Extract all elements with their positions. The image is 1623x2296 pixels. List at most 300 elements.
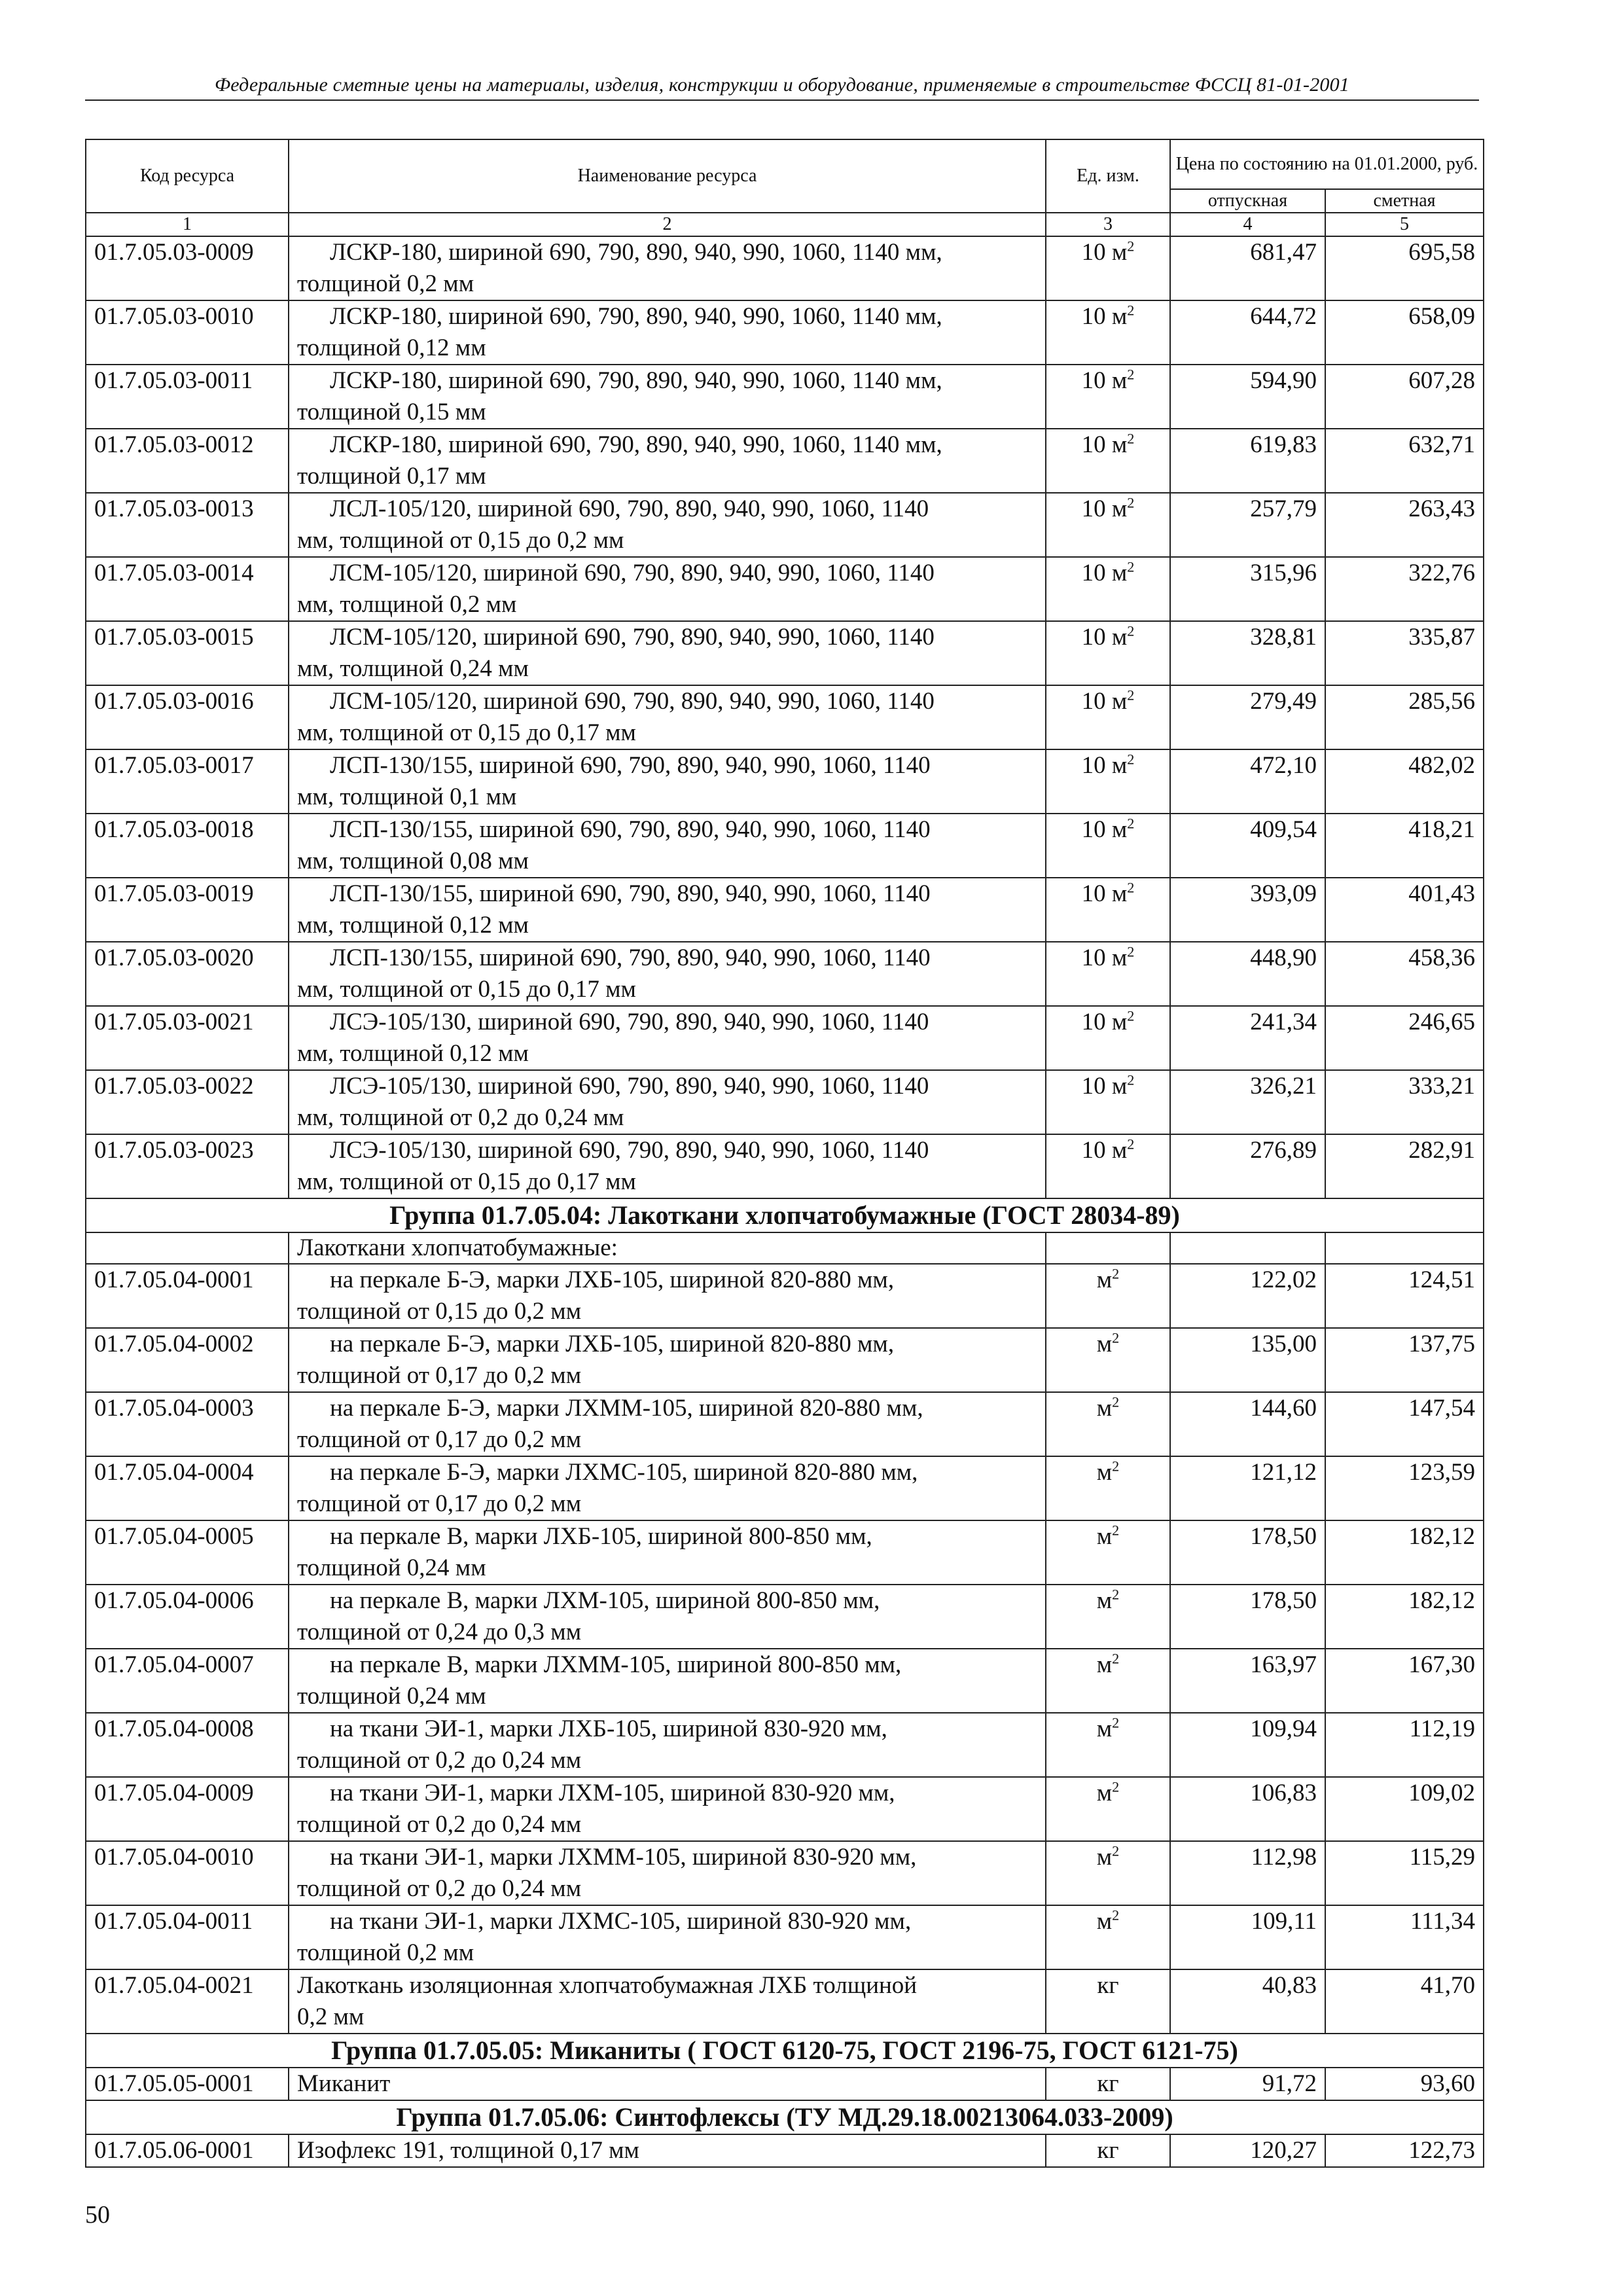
group-header-row bbox=[86, 2034, 1484, 2068]
resource-name-line: на перкале В, марки ЛХБ-105, шириной 800-850 мм, bbox=[330, 1523, 872, 1550]
resource-name bbox=[289, 2134, 1046, 2167]
resource-name bbox=[289, 1905, 1046, 1969]
unit-text: 10 м bbox=[1081, 431, 1128, 458]
resource-code: 01.7.05.04-0021 bbox=[86, 1969, 289, 2034]
resource-name bbox=[289, 1713, 1046, 1777]
unit-cell bbox=[1046, 1841, 1170, 1905]
resource-name-line: мм, толщиной от 0,15 до 0,2 мм bbox=[297, 527, 624, 554]
unit-exponent: 2 bbox=[1127, 302, 1135, 319]
unit-exponent: 2 bbox=[1112, 1265, 1120, 1282]
unit-cell bbox=[1046, 685, 1170, 749]
estimate-price: 282,91 bbox=[1325, 1134, 1484, 1198]
release-price: 40,83 bbox=[1170, 1969, 1325, 2034]
resource-name bbox=[289, 493, 1046, 557]
resource-name-line: мм, толщиной 0,12 мм bbox=[297, 912, 529, 939]
resource-name-line: ЛСЭ-105/130, шириной 690, 790, 890, 940, 990, 1060, 1140 bbox=[330, 1137, 929, 1164]
resource-name bbox=[289, 1456, 1046, 1520]
resource-code: 01.7.05.03-0015 bbox=[86, 621, 289, 685]
unit-text: 10 м bbox=[1081, 560, 1128, 586]
table-row bbox=[86, 1520, 1484, 1585]
resource-name-line: на ткани ЭИ-1, марки ЛХМС-105, шириной 830-920 мм, bbox=[330, 1908, 912, 1935]
unit-text: 10 м bbox=[1081, 688, 1128, 715]
resource-name-line: на ткани ЭИ-1, марки ЛХМ-105, шириной 830-920 мм, bbox=[330, 1780, 895, 1806]
resource-name bbox=[289, 300, 1046, 365]
unit-cell bbox=[1046, 878, 1170, 942]
release-price: 91,72 bbox=[1170, 2068, 1325, 2100]
resource-name bbox=[289, 1006, 1046, 1070]
resource-name bbox=[289, 1841, 1046, 1905]
release-price: 121,12 bbox=[1170, 1456, 1325, 1520]
subheader-text: Лакоткани хлопчатобумажные: bbox=[289, 1232, 1046, 1264]
subheader-row bbox=[86, 1232, 1484, 1264]
table-row bbox=[86, 1134, 1484, 1198]
resource-name-line: на перкале Б-Э, марки ЛХБ-105, шириной 820-880 мм, bbox=[330, 1331, 895, 1357]
table-row bbox=[86, 365, 1484, 429]
table-row bbox=[86, 493, 1484, 557]
resource-name-line: ЛСП-130/155, шириной 690, 790, 890, 940, 990, 1060, 1140 bbox=[330, 944, 931, 971]
resource-name-line: толщиной от 0,2 до 0,24 мм bbox=[297, 1747, 582, 1774]
resource-name-line: на ткани ЭИ-1, марки ЛХБ-105, шириной 830-920 мм, bbox=[330, 1715, 887, 1742]
unit-exponent: 2 bbox=[1127, 879, 1135, 896]
release-price: 328,81 bbox=[1170, 621, 1325, 685]
release-price: 109,94 bbox=[1170, 1713, 1325, 1777]
estimate-price: 115,29 bbox=[1325, 1841, 1484, 1905]
resource-name bbox=[289, 1777, 1046, 1841]
col-number: 5 bbox=[1325, 213, 1484, 236]
estimate-price: 124,51 bbox=[1325, 1264, 1484, 1328]
resource-code: 01.7.05.04-0001 bbox=[86, 1264, 289, 1328]
unit-exponent: 2 bbox=[1112, 1586, 1120, 1603]
resource-name bbox=[289, 1264, 1046, 1328]
group-title: Группа 01.7.05.06: Синтофлексы (ТУ МД.29.18.00213064.033-2009) bbox=[86, 2100, 1484, 2134]
unit-exponent: 2 bbox=[1127, 1071, 1135, 1088]
page-number: 50 bbox=[85, 2201, 110, 2229]
resource-name-line: ЛСКР-180, шириной 690, 790, 890, 940, 990, 1060, 1140 мм, bbox=[330, 239, 942, 266]
resource-name-line: толщиной от 0,24 до 0,3 мм bbox=[297, 1619, 582, 1645]
unit-exponent: 2 bbox=[1127, 558, 1135, 575]
table-row bbox=[86, 685, 1484, 749]
table-row bbox=[86, 1969, 1484, 2034]
unit-cell bbox=[1046, 942, 1170, 1006]
col-number: 1 bbox=[86, 213, 289, 236]
release-price: 163,97 bbox=[1170, 1649, 1325, 1713]
unit-cell bbox=[1046, 1456, 1170, 1520]
estimate-price: 41,70 bbox=[1325, 1969, 1484, 2034]
resource-name-line: ЛСЭ-105/130, шириной 690, 790, 890, 940, 990, 1060, 1140 bbox=[330, 1009, 929, 1035]
resource-name bbox=[289, 1392, 1046, 1456]
release-price: 120,27 bbox=[1170, 2134, 1325, 2167]
release-price: 326,21 bbox=[1170, 1070, 1325, 1134]
unit-exponent: 2 bbox=[1112, 1522, 1120, 1539]
col-number: 4 bbox=[1170, 213, 1325, 236]
table-row bbox=[86, 1456, 1484, 1520]
release-price: 135,00 bbox=[1170, 1328, 1325, 1392]
unit-exponent: 2 bbox=[1127, 687, 1135, 704]
unit-cell bbox=[1046, 1905, 1170, 1969]
unit-exponent: 2 bbox=[1112, 1458, 1120, 1475]
release-price: 257,79 bbox=[1170, 493, 1325, 557]
unit-text: м bbox=[1096, 1587, 1113, 1614]
table-row bbox=[86, 749, 1484, 814]
unit-text: 10 м bbox=[1081, 239, 1128, 266]
unit-cell bbox=[1046, 236, 1170, 300]
table-row bbox=[86, 236, 1484, 300]
resource-name bbox=[289, 942, 1046, 1006]
resource-name bbox=[289, 814, 1046, 878]
resource-code: 01.7.05.04-0003 bbox=[86, 1392, 289, 1456]
resource-name bbox=[289, 365, 1046, 429]
resource-name-line: ЛСКР-180, шириной 690, 790, 890, 940, 990, 1060, 1140 мм, bbox=[330, 367, 942, 394]
unit-cell bbox=[1046, 557, 1170, 621]
estimate-price: 695,58 bbox=[1325, 236, 1484, 300]
resource-code: 01.7.05.03-0011 bbox=[86, 365, 289, 429]
unit-cell bbox=[1046, 1392, 1170, 1456]
resource-name bbox=[289, 557, 1046, 621]
resource-name bbox=[289, 1585, 1046, 1649]
unit-text: кг bbox=[1097, 2070, 1119, 2097]
unit-cell bbox=[1046, 429, 1170, 493]
resource-name-line: толщиной от 0,17 до 0,2 мм bbox=[297, 1362, 582, 1389]
resource-name-line: ЛСЭ-105/130, шириной 690, 790, 890, 940, 990, 1060, 1140 bbox=[330, 1073, 929, 1100]
table-row bbox=[86, 1649, 1484, 1713]
resource-name-line: ЛСКР-180, шириной 690, 790, 890, 940, 990, 1060, 1140 мм, bbox=[330, 303, 942, 330]
release-price: 109,11 bbox=[1170, 1905, 1325, 1969]
unit-text: м bbox=[1096, 1908, 1113, 1935]
estimate-price: 111,34 bbox=[1325, 1905, 1484, 1969]
estimate-price: 322,76 bbox=[1325, 557, 1484, 621]
table-row bbox=[86, 1585, 1484, 1649]
resource-name bbox=[289, 621, 1046, 685]
release-price: 276,89 bbox=[1170, 1134, 1325, 1198]
release-price: 619,83 bbox=[1170, 429, 1325, 493]
estimate-price: 182,12 bbox=[1325, 1585, 1484, 1649]
resource-name-line: на перкале Б-Э, марки ЛХМС-105, шириной 820-880 мм, bbox=[330, 1459, 918, 1486]
unit-text: 10 м bbox=[1081, 816, 1128, 843]
unit-text: 10 м bbox=[1081, 495, 1128, 522]
table-row bbox=[86, 878, 1484, 942]
resource-code: 01.7.05.03-0022 bbox=[86, 1070, 289, 1134]
resource-name-line: Изофлекс 191, толщиной 0,17 мм bbox=[297, 2137, 639, 2164]
resource-code: 01.7.05.03-0021 bbox=[86, 1006, 289, 1070]
table-row bbox=[86, 429, 1484, 493]
resource-name-line: толщиной 0,15 мм bbox=[297, 399, 486, 425]
release-price: 472,10 bbox=[1170, 749, 1325, 814]
unit-cell bbox=[1046, 1134, 1170, 1198]
table-row bbox=[86, 1777, 1484, 1841]
unit-exponent: 2 bbox=[1127, 1007, 1135, 1024]
estimate-price: 137,75 bbox=[1325, 1328, 1484, 1392]
resource-code: 01.7.05.03-0014 bbox=[86, 557, 289, 621]
resource-name-line: ЛСМ-105/120, шириной 690, 790, 890, 940, 990, 1060, 1140 bbox=[330, 688, 935, 715]
resource-name-line: ЛСМ-105/120, шириной 690, 790, 890, 940, 990, 1060, 1140 bbox=[330, 560, 935, 586]
resource-name bbox=[289, 878, 1046, 942]
group-header-row bbox=[86, 1198, 1484, 1232]
estimate-price: 123,59 bbox=[1325, 1456, 1484, 1520]
unit-exponent: 2 bbox=[1127, 238, 1135, 255]
table-row bbox=[86, 814, 1484, 878]
unit-exponent: 2 bbox=[1127, 430, 1135, 447]
estimate-price-cell bbox=[1325, 1232, 1484, 1264]
unit-exponent: 2 bbox=[1112, 1714, 1120, 1731]
unit-cell bbox=[1046, 300, 1170, 365]
group-header-row bbox=[86, 2100, 1484, 2134]
estimate-price: 285,56 bbox=[1325, 685, 1484, 749]
unit-cell bbox=[1046, 2068, 1170, 2100]
estimate-price: 418,21 bbox=[1325, 814, 1484, 878]
estimate-price: 122,73 bbox=[1325, 2134, 1484, 2167]
resource-name-line: на ткани ЭИ-1, марки ЛХММ-105, шириной 830-920 мм, bbox=[330, 1844, 917, 1871]
estimate-price: 109,02 bbox=[1325, 1777, 1484, 1841]
unit-text: м bbox=[1096, 1780, 1113, 1806]
resource-name-line: 0,2 мм bbox=[297, 2003, 365, 2030]
release-price: 178,50 bbox=[1170, 1520, 1325, 1585]
unit-cell bbox=[1046, 2134, 1170, 2167]
table-row bbox=[86, 621, 1484, 685]
estimate-price: 246,65 bbox=[1325, 1006, 1484, 1070]
unit-text: кг bbox=[1097, 1972, 1119, 1999]
resource-name-line: ЛСЛ-105/120, шириной 690, 790, 890, 940, 990, 1060, 1140 bbox=[330, 495, 929, 522]
resource-name-line: ЛСП-130/155, шириной 690, 790, 890, 940, 990, 1060, 1140 bbox=[330, 880, 931, 907]
estimate-price: 263,43 bbox=[1325, 493, 1484, 557]
unit-text: кг bbox=[1097, 2137, 1119, 2164]
estimate-price: 147,54 bbox=[1325, 1392, 1484, 1456]
resource-name bbox=[289, 685, 1046, 749]
resource-name-line: толщиной от 0,17 до 0,2 мм bbox=[297, 1490, 582, 1517]
resource-name-line: ЛСМ-105/120, шириной 690, 790, 890, 940, 990, 1060, 1140 bbox=[330, 624, 935, 651]
resource-name-line: толщиной от 0,2 до 0,24 мм bbox=[297, 1875, 582, 1902]
table-row bbox=[86, 1070, 1484, 1134]
resource-name bbox=[289, 2068, 1046, 2100]
unit-cell bbox=[1046, 1649, 1170, 1713]
estimate-price: 632,71 bbox=[1325, 429, 1484, 493]
estimate-price: 458,36 bbox=[1325, 942, 1484, 1006]
release-price: 241,34 bbox=[1170, 1006, 1325, 1070]
resource-code: 01.7.05.04-0010 bbox=[86, 1841, 289, 1905]
resource-name-line: на перкале В, марки ЛХМ-105, шириной 800-850 мм, bbox=[330, 1587, 880, 1614]
resource-code: 01.7.05.04-0004 bbox=[86, 1456, 289, 1520]
unit-text: 10 м bbox=[1081, 1009, 1128, 1035]
resource-code: 01.7.05.04-0002 bbox=[86, 1328, 289, 1392]
unit-text: 10 м bbox=[1081, 752, 1128, 779]
estimate-price: 333,21 bbox=[1325, 1070, 1484, 1134]
resource-name bbox=[289, 1328, 1046, 1392]
table-row bbox=[86, 1264, 1484, 1328]
unit-text: 10 м bbox=[1081, 303, 1128, 330]
code-cell bbox=[86, 1232, 289, 1264]
unit-text: м bbox=[1096, 1523, 1113, 1550]
unit-cell bbox=[1046, 1713, 1170, 1777]
estimate-price: 93,60 bbox=[1325, 2068, 1484, 2100]
estimate-price: 658,09 bbox=[1325, 300, 1484, 365]
resource-code: 01.7.05.04-0006 bbox=[86, 1585, 289, 1649]
resource-code: 01.7.05.06-0001 bbox=[86, 2134, 289, 2167]
resource-code: 01.7.05.03-0016 bbox=[86, 685, 289, 749]
unit-cell bbox=[1046, 621, 1170, 685]
resource-name-line: на перкале Б-Э, марки ЛХБ-105, шириной 820-880 мм, bbox=[330, 1266, 895, 1293]
col-release-price-header: отпускная bbox=[1170, 189, 1325, 213]
resource-name-line: на перкале В, марки ЛХММ-105, шириной 800-850 мм, bbox=[330, 1651, 902, 1678]
unit-cell bbox=[1046, 814, 1170, 878]
resource-code: 01.7.05.03-0012 bbox=[86, 429, 289, 493]
resource-name bbox=[289, 1070, 1046, 1134]
resource-code: 01.7.05.03-0018 bbox=[86, 814, 289, 878]
table-row bbox=[86, 1006, 1484, 1070]
resource-name bbox=[289, 429, 1046, 493]
unit-text: 10 м bbox=[1081, 1073, 1128, 1100]
table-row bbox=[86, 1392, 1484, 1456]
resource-name-line: толщиной 0,17 мм bbox=[297, 463, 486, 490]
resource-name-line: мм, толщиной 0,08 мм bbox=[297, 848, 529, 874]
release-price: 144,60 bbox=[1170, 1392, 1325, 1456]
price-table bbox=[85, 139, 1484, 2168]
release-price: 112,98 bbox=[1170, 1841, 1325, 1905]
resource-name-line: на перкале Б-Э, марки ЛХММ-105, шириной 820-880 мм, bbox=[330, 1395, 923, 1422]
resource-name-line: мм, толщиной от 0,15 до 0,17 мм bbox=[297, 719, 636, 746]
resource-name-line: мм, толщиной от 0,2 до 0,24 мм bbox=[297, 1104, 624, 1131]
table-row bbox=[86, 1328, 1484, 1392]
unit-exponent: 2 bbox=[1127, 1136, 1135, 1153]
release-price: 409,54 bbox=[1170, 814, 1325, 878]
resource-name bbox=[289, 1649, 1046, 1713]
unit-cell bbox=[1046, 749, 1170, 814]
unit-text: м bbox=[1096, 1715, 1113, 1742]
resource-name bbox=[289, 236, 1046, 300]
unit-cell bbox=[1046, 365, 1170, 429]
resource-name-line: толщиной 0,2 мм bbox=[297, 270, 474, 297]
resource-code: 01.7.05.04-0009 bbox=[86, 1777, 289, 1841]
release-price-cell bbox=[1170, 1232, 1325, 1264]
unit-text: 10 м bbox=[1081, 880, 1128, 907]
release-price: 279,49 bbox=[1170, 685, 1325, 749]
unit-text: м bbox=[1096, 1651, 1113, 1678]
resource-code: 01.7.05.03-0019 bbox=[86, 878, 289, 942]
unit-exponent: 2 bbox=[1127, 494, 1135, 511]
resource-code: 01.7.05.03-0017 bbox=[86, 749, 289, 814]
resource-code: 01.7.05.03-0009 bbox=[86, 236, 289, 300]
resource-name-line: мм, толщиной от 0,15 до 0,17 мм bbox=[297, 976, 636, 1003]
estimate-price: 482,02 bbox=[1325, 749, 1484, 814]
unit-exponent: 2 bbox=[1112, 1329, 1120, 1346]
resource-name-line: толщиной 0,24 мм bbox=[297, 1683, 486, 1710]
estimate-price: 335,87 bbox=[1325, 621, 1484, 685]
resource-name-line: толщиной от 0,17 до 0,2 мм bbox=[297, 1426, 582, 1453]
resource-code: 01.7.05.04-0008 bbox=[86, 1713, 289, 1777]
resource-name-line: мм, толщиной 0,2 мм bbox=[297, 591, 517, 618]
unit-text: м bbox=[1096, 1459, 1113, 1486]
resource-name-line: ЛСКР-180, шириной 690, 790, 890, 940, 990, 1060, 1140 мм, bbox=[330, 431, 942, 458]
resource-name bbox=[289, 749, 1046, 814]
resource-code: 01.7.05.03-0020 bbox=[86, 942, 289, 1006]
resource-name-line: ЛСП-130/155, шириной 690, 790, 890, 940, 990, 1060, 1140 bbox=[330, 816, 931, 843]
unit-exponent: 2 bbox=[1112, 1650, 1120, 1667]
col-number: 3 bbox=[1046, 213, 1170, 236]
unit-exponent: 2 bbox=[1127, 366, 1135, 383]
table-row bbox=[86, 557, 1484, 621]
resource-name-line: толщиной 0,24 мм bbox=[297, 1554, 486, 1581]
unit-cell bbox=[1046, 1006, 1170, 1070]
running-header: Федеральные сметные цены на материалы, изделия, конструкции и оборудование, применяемые в строительстве ФССЦ 81-01-2001 bbox=[85, 71, 1479, 101]
release-price: 681,47 bbox=[1170, 236, 1325, 300]
resource-name-line: Лакоткань изоляционная хлопчатобумажная ЛХБ толщиной bbox=[297, 1972, 918, 1999]
col-price-group-header: Цена по состоянию на 01.01.2000, руб. bbox=[1170, 139, 1484, 189]
estimate-price: 167,30 bbox=[1325, 1649, 1484, 1713]
unit-exponent: 2 bbox=[1112, 1842, 1120, 1859]
release-price: 178,50 bbox=[1170, 1585, 1325, 1649]
unit-exponent: 2 bbox=[1112, 1393, 1120, 1410]
estimate-price: 182,12 bbox=[1325, 1520, 1484, 1585]
unit-exponent: 2 bbox=[1127, 751, 1135, 768]
resource-name-line: толщиной 0,12 мм bbox=[297, 334, 486, 361]
release-price: 594,90 bbox=[1170, 365, 1325, 429]
resource-name bbox=[289, 1969, 1046, 2034]
release-price: 393,09 bbox=[1170, 878, 1325, 942]
unit-exponent: 2 bbox=[1127, 622, 1135, 639]
unit-text: 10 м bbox=[1081, 1137, 1128, 1164]
table-body bbox=[86, 236, 1484, 2167]
unit-cell bbox=[1046, 1232, 1170, 1264]
estimate-price: 112,19 bbox=[1325, 1713, 1484, 1777]
resource-name bbox=[289, 1520, 1046, 1585]
unit-text: м bbox=[1096, 1395, 1113, 1422]
group-title: Группа 01.7.05.04: Лакоткани хлопчатобумажные (ГОСТ 28034-89) bbox=[86, 1198, 1484, 1232]
unit-exponent: 2 bbox=[1127, 815, 1135, 832]
col-number: 2 bbox=[289, 213, 1046, 236]
unit-text: 10 м bbox=[1081, 944, 1128, 971]
resource-name-line: мм, толщиной 0,24 мм bbox=[297, 655, 529, 682]
unit-text: 10 м bbox=[1081, 624, 1128, 651]
unit-cell bbox=[1046, 1264, 1170, 1328]
unit-cell bbox=[1046, 1520, 1170, 1585]
unit-cell bbox=[1046, 1585, 1170, 1649]
table-row bbox=[86, 2134, 1484, 2167]
resource-name-line: толщиной 0,2 мм bbox=[297, 1939, 474, 1966]
table-row bbox=[86, 1905, 1484, 1969]
table-row bbox=[86, 2068, 1484, 2100]
resource-code: 01.7.05.04-0011 bbox=[86, 1905, 289, 1969]
resource-code: 01.7.05.03-0010 bbox=[86, 300, 289, 365]
unit-text: м bbox=[1096, 1331, 1113, 1357]
resource-name-line: ЛСП-130/155, шириной 690, 790, 890, 940, 990, 1060, 1140 bbox=[330, 752, 931, 779]
resource-code: 01.7.05.03-0023 bbox=[86, 1134, 289, 1198]
estimate-price: 607,28 bbox=[1325, 365, 1484, 429]
table-row bbox=[86, 1713, 1484, 1777]
unit-cell bbox=[1046, 1328, 1170, 1392]
col-unit-header: Ед. изм. bbox=[1046, 139, 1170, 213]
col-estimate-price-header: сметная bbox=[1325, 189, 1484, 213]
unit-cell bbox=[1046, 1969, 1170, 2034]
resource-name-line: толщиной от 0,2 до 0,24 мм bbox=[297, 1811, 582, 1838]
table-row bbox=[86, 300, 1484, 365]
table-row bbox=[86, 1841, 1484, 1905]
unit-exponent: 2 bbox=[1127, 943, 1135, 960]
resource-code: 01.7.05.04-0007 bbox=[86, 1649, 289, 1713]
col-name-header: Наименование ресурса bbox=[289, 139, 1046, 213]
unit-text: 10 м bbox=[1081, 367, 1128, 394]
unit-exponent: 2 bbox=[1112, 1907, 1120, 1924]
unit-cell bbox=[1046, 1777, 1170, 1841]
resource-name-line: мм, толщиной 0,12 мм bbox=[297, 1040, 529, 1067]
estimate-price: 401,43 bbox=[1325, 878, 1484, 942]
unit-text: м bbox=[1096, 1844, 1113, 1871]
table-row bbox=[86, 942, 1484, 1006]
release-price: 644,72 bbox=[1170, 300, 1325, 365]
release-price: 106,83 bbox=[1170, 1777, 1325, 1841]
resource-name-line: Миканит bbox=[297, 2070, 391, 2097]
release-price: 315,96 bbox=[1170, 557, 1325, 621]
unit-text: м bbox=[1096, 1266, 1113, 1293]
resource-code: 01.7.05.04-0005 bbox=[86, 1520, 289, 1585]
resource-code: 01.7.05.03-0013 bbox=[86, 493, 289, 557]
